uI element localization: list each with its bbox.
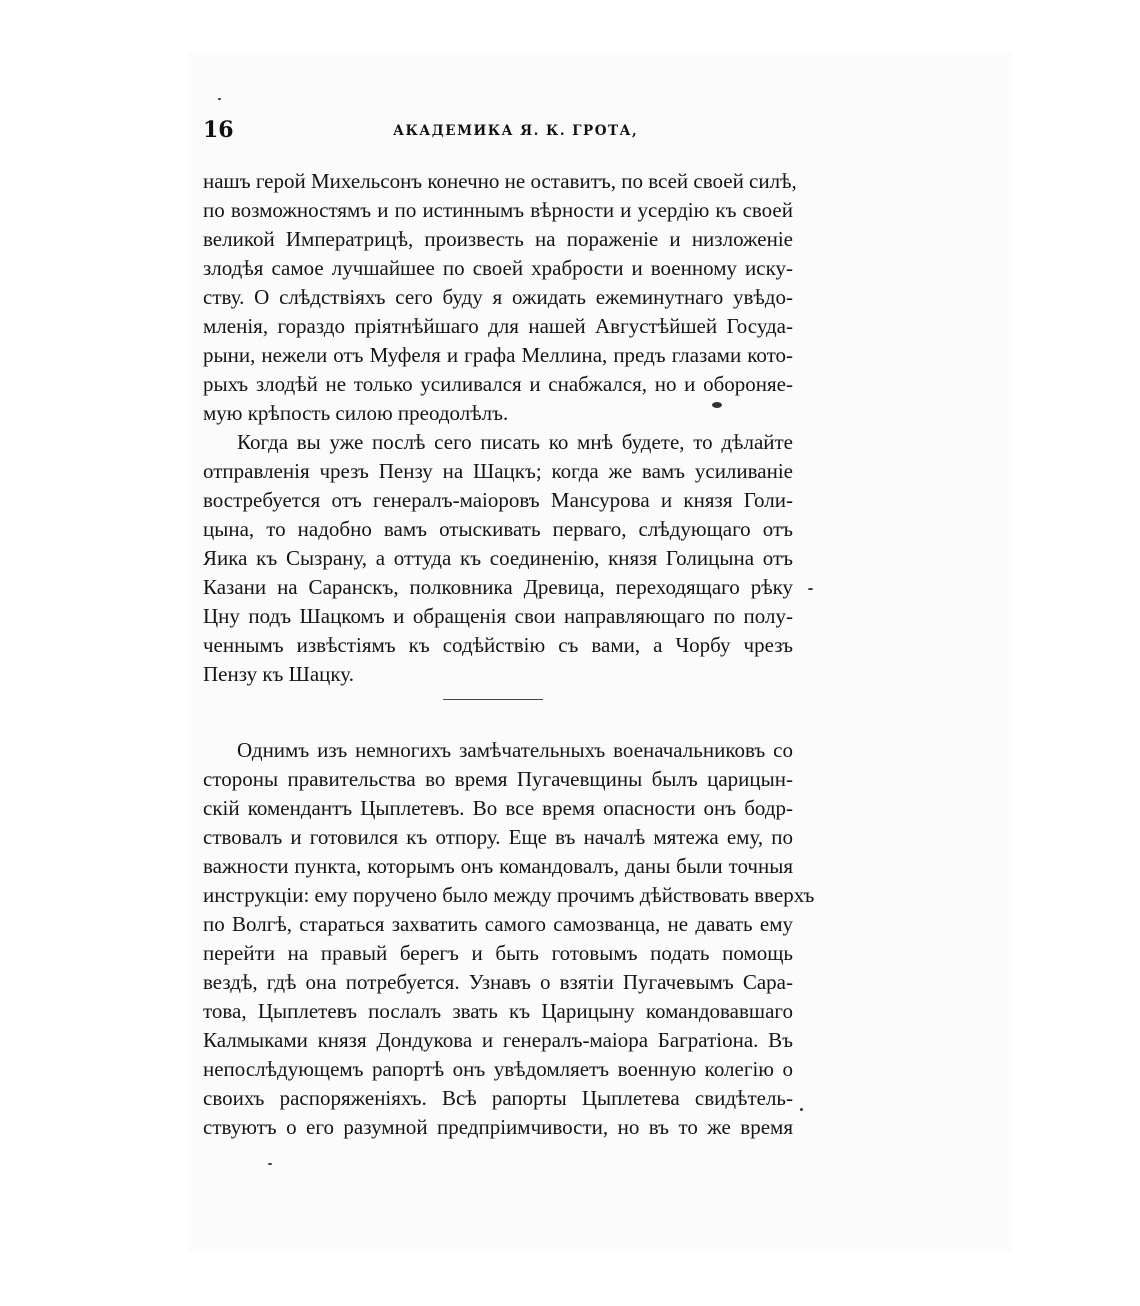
text-line: Когда вы уже послѣ сего писать ко мнѣ будете, то дѣлайте xyxy=(237,430,793,454)
text-line: важности пункта, которымъ онъ командовалъ, даны были точныя xyxy=(203,854,793,878)
text-line: инструкціи: ему поручено было между прочимъ дѣйствовать вверхъ xyxy=(203,883,815,907)
text-line: ствуютъ о его разумной предпріимчивости, но въ то же время xyxy=(203,1115,793,1139)
text-line: отправленія чрезъ Пензу на Шацкъ; когда же вамъ усиливаніе xyxy=(203,459,793,483)
text-line: ствовалъ и готовился къ отпору. Еще въ началѣ мятежа ему, по xyxy=(203,825,793,849)
text-line: мую крѣпость силою преодолѣлъ. xyxy=(203,401,509,425)
text-line: Яика къ Сызрану, а оттуда къ соединенію, князя Голицына отъ xyxy=(203,546,793,570)
text-line: ченнымъ извѣстіямъ къ содѣйствію съ вами, а Чорбу чрезъ xyxy=(203,633,793,657)
text-line: Калмыками князя Дондукова и генералъ-маіора Багратіона. Въ xyxy=(203,1028,793,1052)
text-line: нашъ герой Михельсонъ конечно не оставитъ, по всей своей силѣ, xyxy=(203,169,797,193)
text-line: Однимъ изъ немногихъ замѣчательныхъ военачальниковъ со xyxy=(237,738,793,762)
running-title: АКАДЕМИКА Я. К. ГРОТА, xyxy=(393,123,639,139)
ink-speck xyxy=(712,402,722,408)
text-line: своихъ распоряженіяхъ. Всѣ рапорты Цыплетева свидѣтель- xyxy=(203,1086,793,1110)
page-header xyxy=(203,117,793,147)
ink-speck xyxy=(218,98,221,100)
text-line: злодѣя самое лучшайшее по своей храбрости и военному иску- xyxy=(203,256,793,280)
text-line: това, Цыплетевъ послалъ звать къ Царицыну командовавшаго xyxy=(203,999,793,1023)
text-line: вездѣ, гдѣ она потребуется. Узнавъ о взятіи Пугачевымъ Сара- xyxy=(203,970,793,994)
ink-speck xyxy=(800,1108,803,1111)
ink-speck xyxy=(268,1163,272,1165)
paragraph xyxy=(203,167,797,428)
page-number: 16 xyxy=(203,117,234,143)
paragraph xyxy=(203,736,815,1142)
ink-speck xyxy=(808,588,813,590)
text-line: непослѣдующемъ рапортѣ онъ увѣдомляетъ военную колегію о xyxy=(203,1057,793,1081)
text-line: по возможностямъ и по истиннымъ вѣрности и усердію къ своей xyxy=(203,198,793,222)
text-block-bottom xyxy=(203,736,815,1142)
paragraph xyxy=(203,428,793,689)
text-block-top xyxy=(203,167,797,689)
text-line: мленія, гораздо пріятнѣйшаго для нашей Августѣйшей Госуда- xyxy=(203,314,793,338)
text-line: Цну подъ Шацкомъ и обращенія свои направляющаго по полу- xyxy=(203,604,793,628)
text-line: рыни, нежели отъ Муфеля и графа Меллина, предъ глазами кото- xyxy=(203,343,793,367)
text-line: рыхъ злодѣй не только усиливался и снабжался, но и обороняе- xyxy=(203,372,793,396)
text-line: стороны правительства во время Пугачевщины былъ царицын- xyxy=(203,767,793,791)
text-line: ству. О слѣдствіяхъ сего буду я ожидать ежеминутнаго увѣдо- xyxy=(203,285,793,309)
text-line: по Волгѣ, стараться захватить самого самозванца, не давать ему xyxy=(203,912,793,936)
text-line: Пензу къ Шацку. xyxy=(203,662,354,686)
text-line: цына, то надобно вамъ отыскивать перваго, слѣдующаго отъ xyxy=(203,517,793,541)
text-line: востребуется отъ генералъ-маіоровъ Мансурова и князя Голи- xyxy=(203,488,793,512)
text-line: скій комендантъ Цыплетевъ. Во все время опасности онъ бодр- xyxy=(203,796,793,820)
section-divider xyxy=(443,699,543,700)
text-line: Казани на Саранскъ, полковника Древица, переходящаго рѣку xyxy=(203,575,793,599)
text-line: великой Императрицѣ, произвесть на пораженіе и низложеніе xyxy=(203,227,793,251)
text-line: перейти на правый берегъ и быть готовымъ подать помощь xyxy=(203,941,793,965)
